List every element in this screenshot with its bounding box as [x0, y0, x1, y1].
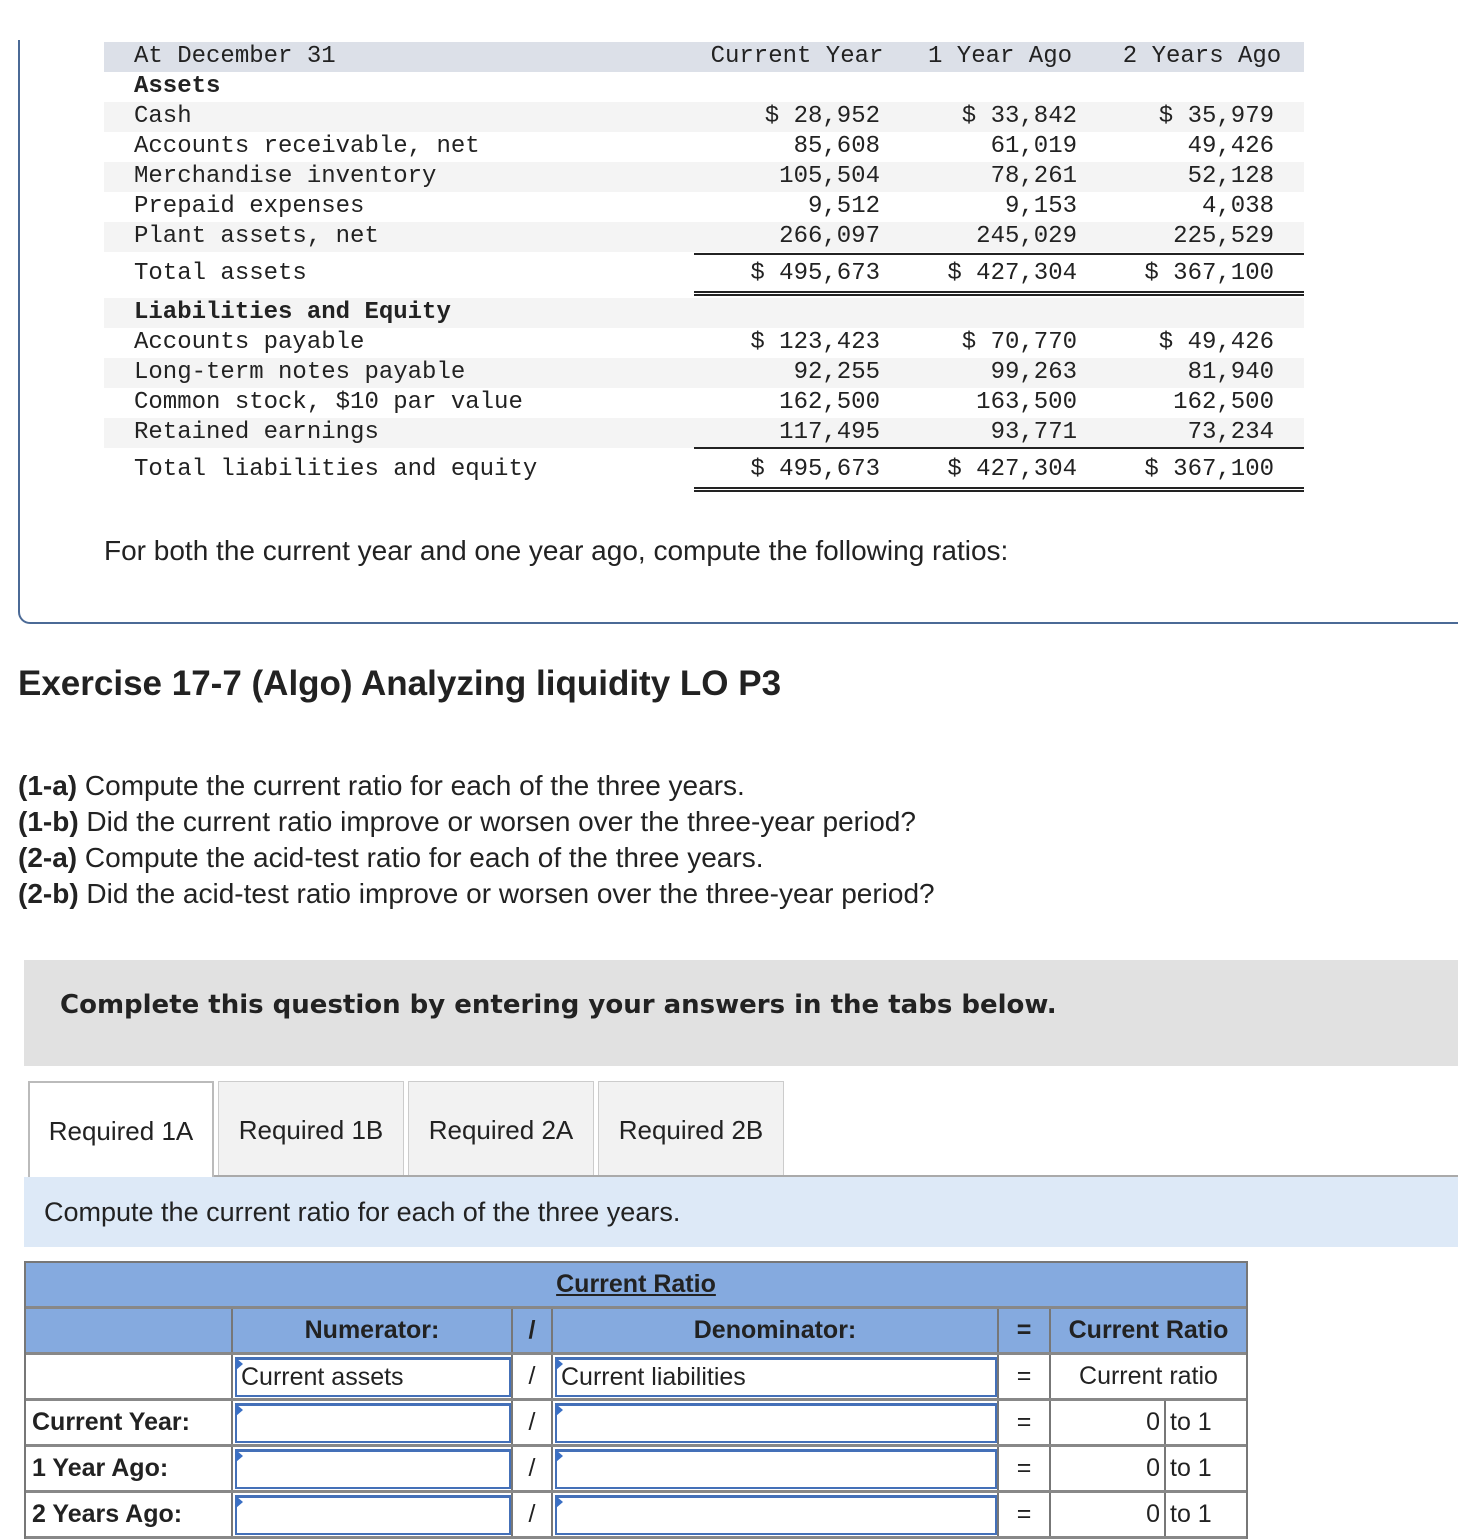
- value: $ 367,100: [1144, 260, 1274, 287]
- value: 105,504: [779, 163, 880, 190]
- balance-sheet-table: [104, 42, 1304, 488]
- question: [18, 768, 935, 804]
- tab-required-1b[interactable]: Required 1B: [218, 1081, 404, 1176]
- table-row: [104, 388, 1304, 418]
- ratio-value: 0: [1049, 1447, 1164, 1490]
- tab-instruction-box: [24, 1177, 1458, 1247]
- value: 85,608: [793, 133, 880, 160]
- slash: /: [511, 1355, 551, 1398]
- complete-note-box: [24, 960, 1458, 1066]
- tab-instruction: Compute the current ratio for each of the three years.: [44, 1197, 681, 1227]
- question: [18, 840, 935, 876]
- section-header: [104, 72, 1304, 102]
- numerator-formula-select[interactable]: Current assets: [235, 1357, 511, 1397]
- instruction-text: For both the current year and one year ago, compute the following ratios:: [104, 535, 1009, 566]
- result-header: Current Ratio: [1049, 1309, 1246, 1352]
- value: $ 495,673: [750, 260, 880, 287]
- value: $ 427,304: [947, 456, 1077, 483]
- total-label: Total assets: [134, 260, 307, 287]
- complete-note: Complete this question by entering your answers in the tabs below.: [60, 990, 1057, 1020]
- table-row: [104, 162, 1304, 192]
- table-row: [104, 418, 1304, 448]
- answer-row: [26, 1401, 1246, 1447]
- question: [18, 876, 935, 912]
- value: 9,153: [1004, 193, 1077, 220]
- column-header-row: [26, 1309, 1246, 1355]
- row-label: Common stock, $10 par value: [134, 389, 523, 416]
- ratio-suffix: to 1: [1164, 1401, 1246, 1444]
- value: $ 70,770: [961, 329, 1077, 356]
- row-label: Merchandise inventory: [134, 163, 437, 190]
- value: 4,038: [1201, 193, 1274, 220]
- value: 99,263: [990, 359, 1077, 386]
- value: $ 367,100: [1144, 456, 1274, 483]
- row-label: 2 Years Ago:: [32, 1500, 183, 1528]
- question-text: Did the acid-test ratio improve or worsen over the three-year period?: [78, 878, 935, 909]
- assets-heading: Assets: [134, 73, 221, 100]
- question-tag: (1-a): [18, 770, 78, 801]
- question-tag: (1-b): [18, 806, 79, 837]
- col-1-year-ago: 1 Year Ago: [927, 43, 1073, 70]
- value: 81,940: [1187, 359, 1274, 386]
- row-label: Prepaid expenses: [134, 193, 365, 220]
- value: 163,500: [976, 389, 1077, 416]
- row-label: Cash: [134, 103, 192, 130]
- value: $ 495,673: [750, 456, 880, 483]
- equals: =: [997, 1447, 1049, 1490]
- equals: =: [997, 1401, 1049, 1444]
- question-text: Compute the acid-test ratio for each of the three years.: [77, 842, 764, 873]
- formula-row: [26, 1355, 1246, 1401]
- tab-required-1a[interactable]: Required 1A: [28, 1081, 214, 1177]
- current-ratio-table: [24, 1261, 1248, 1539]
- value: 49,426: [1187, 133, 1274, 160]
- row-label: Accounts payable: [134, 329, 365, 356]
- slash: /: [511, 1493, 551, 1536]
- table-title-row: [26, 1263, 1246, 1309]
- col-current-year: Current Year: [710, 43, 884, 70]
- equals: =: [997, 1493, 1049, 1536]
- denominator-input[interactable]: [555, 1403, 997, 1443]
- ratio-suffix: to 1: [1164, 1493, 1246, 1536]
- numerator-input[interactable]: [235, 1403, 511, 1443]
- table-row: [104, 222, 1304, 252]
- question-text: Compute the current ratio for each of the three years.: [77, 770, 745, 801]
- slash: /: [511, 1447, 551, 1490]
- ratio-suffix: to 1: [1164, 1447, 1246, 1490]
- value: 266,097: [779, 223, 880, 250]
- denominator-formula-select[interactable]: Current liabilities: [555, 1357, 997, 1397]
- value: $ 427,304: [947, 260, 1077, 287]
- value: 78,261: [990, 163, 1077, 190]
- tab-required-2b[interactable]: Required 2B: [598, 1081, 784, 1176]
- value: 61,019: [990, 133, 1077, 160]
- table-title: Current Ratio: [556, 1270, 716, 1298]
- table-row: [104, 328, 1304, 358]
- value: 162,500: [1173, 389, 1274, 416]
- header-label: At December 31: [134, 43, 336, 70]
- value: 52,128: [1187, 163, 1274, 190]
- answer-row: [26, 1493, 1246, 1539]
- question: [18, 804, 935, 840]
- result-label: Current ratio: [1049, 1355, 1246, 1398]
- total-row: [104, 448, 1304, 488]
- question-tag: (2-b): [18, 878, 79, 909]
- denominator-input[interactable]: [555, 1495, 997, 1535]
- row-label: Accounts receivable, net: [134, 133, 480, 160]
- value: 162,500: [779, 389, 880, 416]
- tab-required-2a[interactable]: Required 2A: [408, 1081, 594, 1176]
- row-label: Plant assets, net: [134, 223, 379, 250]
- table-row: [104, 132, 1304, 162]
- value: $ 33,842: [961, 103, 1077, 130]
- questions: [18, 768, 935, 912]
- value: 92,255: [793, 359, 880, 386]
- equals: =: [997, 1355, 1049, 1398]
- row-label: 1 Year Ago:: [32, 1454, 169, 1482]
- question-text: Did the current ratio improve or worsen over the three-year period?: [78, 806, 916, 837]
- table-row: [104, 358, 1304, 388]
- value: 73,234: [1187, 419, 1274, 446]
- col-2-years-ago: 2 Years Ago: [1122, 43, 1282, 70]
- value: 225,529: [1173, 223, 1274, 250]
- row-label: Retained earnings: [134, 419, 379, 446]
- slash: /: [511, 1401, 551, 1444]
- value: $ 35,979: [1158, 103, 1274, 130]
- liabilities-heading: Liabilities and Equity: [134, 299, 451, 326]
- total-row: [104, 252, 1304, 292]
- value: 117,495: [779, 419, 880, 446]
- numerator-header: Numerator:: [231, 1309, 511, 1352]
- ratio-value: 0: [1049, 1493, 1164, 1536]
- value: $ 28,952: [764, 103, 880, 130]
- denominator-header: Denominator:: [551, 1309, 997, 1352]
- total-label: Total liabilities and equity: [134, 456, 538, 483]
- ratio-value: 0: [1049, 1401, 1164, 1444]
- answer-row: [26, 1447, 1246, 1493]
- value: 93,771: [990, 419, 1077, 446]
- value: $ 49,426: [1158, 329, 1274, 356]
- table-row: [104, 192, 1304, 222]
- value: $ 123,423: [750, 329, 880, 356]
- equals-header: =: [997, 1309, 1049, 1352]
- numerator-input[interactable]: [235, 1495, 511, 1535]
- numerator-input[interactable]: [235, 1449, 511, 1489]
- denominator-input[interactable]: [555, 1449, 997, 1489]
- question-tag: (2-a): [18, 842, 78, 873]
- slash-header: /: [511, 1309, 551, 1352]
- section-header: [104, 298, 1304, 328]
- value: 245,029: [976, 223, 1077, 250]
- row-label: Long-term notes payable: [134, 359, 466, 386]
- exercise-title: Exercise 17-7 (Algo) Analyzing liquidity LO P3: [18, 664, 782, 703]
- table-header-row: [104, 42, 1304, 72]
- row-label: Current Year:: [32, 1408, 190, 1436]
- table-row: [104, 102, 1304, 132]
- value: 9,512: [807, 193, 880, 220]
